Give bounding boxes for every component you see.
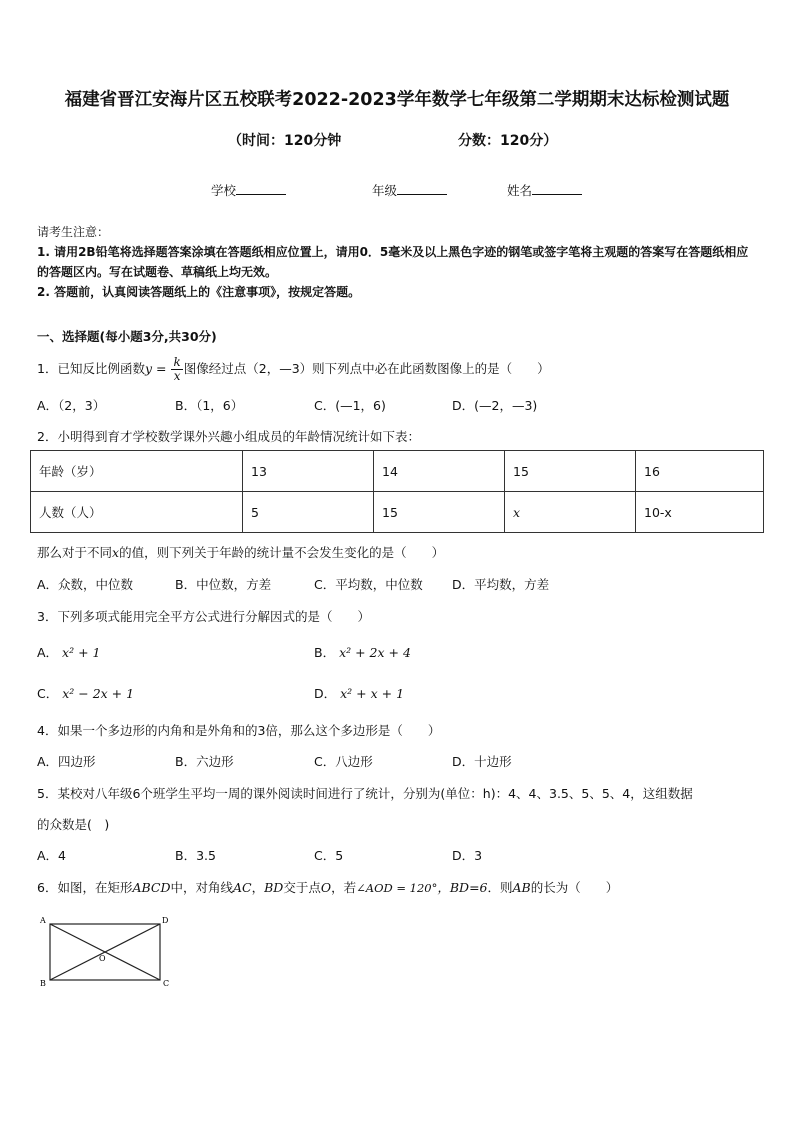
q5-option-d[interactable]: D．3 [452,848,483,863]
name-blank[interactable] [532,182,582,195]
q4-option-a[interactable]: A．四边形 [37,754,96,769]
q3-option-b-expr: x² + 2x + 4 [339,645,411,660]
age-table [30,450,764,533]
school-field[interactable] [211,181,286,199]
q2-follow-x: x [112,545,120,560]
notice-heading: 请考生注意： [37,225,110,239]
q2-option-b[interactable]: B．中位数，方差 [175,577,272,592]
table-cell: x [505,492,636,533]
q5-option-c[interactable]: C．5 [314,848,344,863]
q2-follow [37,543,444,561]
table-row [31,451,764,492]
exam-title: 福建省晋江安海片区五校联考2022-2023学年数学七年级第二学期期末达标检测试题 [64,90,730,110]
q1-text-pre: 1．已知反比例函数 [37,361,145,376]
question-6 [37,878,618,896]
table-cell: 14 [374,451,505,492]
q6-text-6: 的长为（ ） [530,880,619,895]
rectangle-diagram [38,913,178,993]
q1-denominator: x [173,369,181,383]
q3-option-c-label: C． [37,686,59,701]
q4-option-c[interactable]: C．八边形 [314,754,373,769]
question-5-line-1: 5．某校对八年级6个班学生平均一周的课外阅读时间进行了统计，分别为(单位：h)：4、4、3.5、5、5、4，这组数据 [37,786,693,801]
vertex-a-label: A [40,916,46,925]
q5-option-a[interactable]: A．4 [37,848,67,863]
q2-option-d[interactable]: D．平均数，方差 [452,577,550,592]
table-cell: 10-x [636,492,764,533]
q3-option-b-label: B． [314,645,336,660]
q2-follow-pre: 那么对于不同 [37,545,113,560]
q3-option-d-label: D． [314,686,337,701]
notice-item-1: 1. 请用2B铅笔将选择题答案涂填在答题纸相应位置上，请用0．5毫米及以上黑色字迹的钢笔或签字笔将主观题的答案写在答题纸相应的答题区内。写在试题卷、草稿纸上均无效。 [37,245,749,279]
notice-item-2: 2. 答题前，认真阅读答题纸上的《注意事项》，按规定答题。 [37,285,361,299]
q6-bd6: ，BD=6 [437,880,488,895]
q3-option-a-expr: x² + 1 [62,645,101,660]
q6-text-4: ，若 [331,880,357,895]
q4-option-b[interactable]: B．六边形 [175,754,234,769]
question-2: 2．小明得到育才学校数学课外兴趣小组成员的年龄情况统计如下表： [37,429,420,444]
grade-blank[interactable] [397,182,447,195]
table-cell: 人数（人） [31,492,243,533]
name-label: 姓名 [507,183,533,198]
center-o-label: O [99,954,106,963]
q2-option-a[interactable]: A．众数，中位数 [37,577,134,592]
q5-option-b[interactable]: B．3.5 [175,848,216,863]
q6-text-2: 中，对角线 [170,880,234,895]
q1-y: y [144,361,153,376]
q1-option-c[interactable]: C．(—1，6) [314,398,386,413]
q3-option-a-label: A． [37,645,59,660]
rectangle-figure [38,913,178,997]
q1-option-d[interactable]: D．(—2，—3) [452,398,538,413]
vertex-c-label: C [163,979,170,988]
table-cell: 5 [243,492,374,533]
q1-numerator: k [173,355,181,369]
q6-sep: ， [251,880,265,895]
name-field[interactable] [507,181,582,199]
exam-score: 分数：120分） [458,133,558,149]
table-cell: 16 [636,451,764,492]
q1-option-b[interactable]: B．（1，6） [175,398,244,413]
q6-abcd: ABCD [132,880,171,895]
q6-text-3: 交于点 [283,880,321,895]
q3-option-b[interactable] [314,643,411,661]
q2-option-c[interactable]: C．平均数，中位数 [314,577,423,592]
exam-time: （时间：120分钟 [228,133,342,149]
q6-angle: ∠AOD = 120° [356,881,438,895]
q4-option-d[interactable]: D．十边形 [452,754,512,769]
q1-eq: = [152,361,171,376]
q3-option-a[interactable] [37,643,100,661]
table-cell: 年龄（岁） [31,451,243,492]
table-row [31,492,764,533]
question-3: 3．下列多项式能用完全平方公式进行分解因式的是（ ） [37,609,370,624]
q3-option-c[interactable] [37,684,134,702]
q3-option-d[interactable] [314,684,404,702]
section-heading: 一、选择题(每小题3分,共30分) [37,329,217,344]
school-label: 学校 [211,183,237,198]
notice-block [37,222,759,302]
q1-fraction [171,356,182,383]
question-1 [37,356,550,383]
question-5-line-2: 的众数是( ) [37,817,110,832]
q2-follow-post: 的值，则下列关于年龄的统计量不会发生变化的是（ ） [119,545,445,560]
q6-o: O [320,880,332,895]
q6-text-1: 6．如图，在矩形 [37,880,133,895]
table-cell: 13 [243,451,374,492]
q6-ac: AC [233,880,252,895]
grade-label: 年级 [372,183,398,198]
school-blank[interactable] [236,182,286,195]
vertex-b-label: B [40,979,46,988]
q1-option-a[interactable]: A．（2，3） [37,398,106,413]
table-cell: 15 [374,492,505,533]
q6-ab: AB [512,880,531,895]
question-4: 4．如果一个多边形的内角和是外角和的3倍，那么这个多边形是（ ） [37,723,441,738]
grade-field[interactable] [372,181,447,199]
q3-option-d-expr: x² + x + 1 [340,686,405,701]
vertex-d-label: D [162,916,169,925]
q6-bd: BD [264,880,284,895]
table-cell: 15 [505,451,636,492]
q3-option-c-expr: x² − 2x + 1 [62,686,135,701]
q1-text-post: 图像经过点（2，—3）则下列点中必在此函数图像上的是（ ） [183,361,550,376]
q6-text-5: ．则 [487,880,513,895]
